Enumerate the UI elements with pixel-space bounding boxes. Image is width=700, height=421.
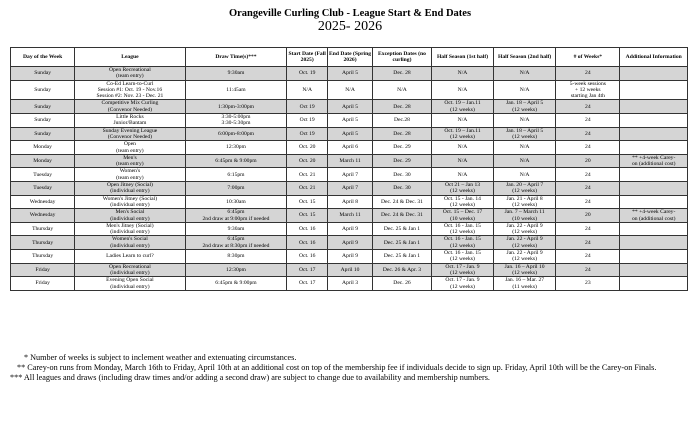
cell-exception-dates: Dec. 28 (373, 100, 432, 114)
cell-start-date: Oct. 16 (287, 236, 328, 250)
cell-weeks: 24 (556, 141, 620, 155)
cell-league: Open Jitney (Social) (individual entry) (75, 182, 185, 196)
header-end-date: End Date (Spring 2026) (328, 48, 373, 67)
cell-end-date: March 11 (328, 209, 373, 223)
cell-half-1: Oct. 16 - Jan. 15 (12 weeks) (431, 236, 493, 250)
cell-weeks: 23 (556, 277, 620, 291)
cell-day: Sunday (11, 67, 75, 81)
cell-weeks: 24 (556, 250, 620, 264)
cell-half-1: Oct. 15 - Jan. 14 (12 weeks) (431, 195, 493, 209)
cell-half-2: N/A (494, 67, 556, 81)
cell-day: Sunday (11, 100, 75, 114)
cell-half-2: Jan. 22 - April 9 (12 weeks) (494, 222, 556, 236)
cell-exception-dates: Dec. 25 & Jan 1 (373, 222, 432, 236)
cell-end-date: April 7 (328, 182, 373, 196)
cell-end-date: April 9 (328, 222, 373, 236)
cell-draw-time: 6:45pm 2nd draw at 9:00pm if needed (185, 209, 287, 223)
cell-additional-info (620, 222, 688, 236)
cell-draw-time: 6:00pm-8:00pm (185, 127, 287, 141)
cell-draw-time: 11:45am (185, 80, 287, 100)
cell-day: Monday (11, 154, 75, 168)
cell-draw-time: 7:00pm (185, 182, 287, 196)
table-row (11, 250, 688, 264)
cell-half-1: N/A (431, 67, 493, 81)
cell-start-date: N/A (287, 80, 328, 100)
cell-day: Thursday (11, 236, 75, 250)
cell-weeks: 24 (556, 67, 620, 81)
cell-half-2: N/A (494, 114, 556, 128)
cell-additional-info (620, 250, 688, 264)
cell-additional-info (620, 236, 688, 250)
league-schedule-table (10, 47, 688, 291)
cell-weeks: 24 (556, 127, 620, 141)
cell-start-date: Oct. 20 (287, 154, 328, 168)
cell-start-date: Oct. 15 (287, 195, 328, 209)
cell-end-date: April 5 (328, 114, 373, 128)
cell-additional-info (620, 67, 688, 81)
table-row (11, 67, 688, 81)
cell-additional-info: ** +4-week Carey- on (additional cost) (620, 209, 688, 223)
cell-exception-dates: Dec. 26 (373, 277, 432, 291)
cell-draw-time: 1:30pm-3:00pm (185, 100, 287, 114)
cell-half-1: N/A (431, 168, 493, 182)
cell-half-1: N/A (431, 80, 493, 100)
cell-day: Sunday (11, 80, 75, 100)
cell-exception-dates: Dec. 24 & Dec. 31 (373, 195, 432, 209)
cell-additional-info (620, 141, 688, 155)
cell-day: Friday (11, 277, 75, 291)
cell-draw-time: 6:15pm (185, 168, 287, 182)
cell-additional-info (620, 114, 688, 128)
cell-end-date: April 5 (328, 67, 373, 81)
cell-day: Tuesday (11, 182, 75, 196)
cell-league: Women's Social (individual entry) (75, 236, 185, 250)
cell-weeks: 20 (556, 154, 620, 168)
cell-league: Women's Jitney (Social) (individual entry) (75, 195, 185, 209)
cell-half-2: Jan. 22 - April 9 (12 weeks) (494, 236, 556, 250)
cell-league: Ladies Learn to curl? (75, 250, 185, 264)
cell-day: Sunday (11, 127, 75, 141)
cell-half-1: Oct. 17 - Jan. 9 (12 weeks) (431, 263, 493, 277)
cell-half-1: N/A (431, 141, 493, 155)
cell-start-date: Oct. 20 (287, 141, 328, 155)
cell-league: Open Recreational (individual entry) (75, 263, 185, 277)
cell-half-2: Jan. 16 – Mar. 27 (11 weeks) (494, 277, 556, 291)
cell-league: Men's Social (individual entry) (75, 209, 185, 223)
footnote-weeks: * Number of weeks is subject to inclement weather and extenuating circumstances. (24, 353, 297, 362)
header-additional-info: Additional Information (620, 48, 688, 67)
cell-draw-time: 12:30pm (185, 263, 287, 277)
cell-exception-dates: Dec. 26 & Apr. 3 (373, 263, 432, 277)
cell-weeks: 24 (556, 100, 620, 114)
footnote-carey-on: ** Carey-on runs from Monday, March 16th to Friday, April 10th at an additional cost on top of the membership fee if individuals decide to sign up. Friday, April 10th will be the Carey-on Finals. (17, 363, 657, 372)
cell-half-2: Jan. 16 – April 10 (12 weeks) (494, 263, 556, 277)
cell-exception-dates: Dec. 25 & Jan 1 (373, 250, 432, 264)
cell-weeks: 5-week sessions + 12 weeks starting Jan 4th (556, 80, 620, 100)
table-row (11, 209, 688, 223)
cell-draw-time: 8:30pm (185, 250, 287, 264)
table-row (11, 182, 688, 196)
cell-exception-dates: Dec. 28 (373, 67, 432, 81)
cell-day: Thursday (11, 222, 75, 236)
cell-additional-info (620, 168, 688, 182)
cell-weeks: 20 (556, 209, 620, 223)
cell-additional-info (620, 263, 688, 277)
footnotes (10, 353, 695, 383)
table-row (11, 154, 688, 168)
footnote-draw-changes: *** All leagues and draws (including draw times and/or adding a second draw) are subject to change due to availability and membership numbers. (10, 373, 490, 382)
cell-start-date: Oct. 17 (287, 263, 328, 277)
cell-league: Competitive Mix Curling (Convenor Needed) (75, 100, 185, 114)
cell-draw-time: 6:45pm 2nd draw at 8:30pm if needed (185, 236, 287, 250)
cell-start-date: Oct. 21 (287, 182, 328, 196)
cell-end-date: April 9 (328, 236, 373, 250)
table-row (11, 236, 688, 250)
cell-start-date: Oct. 15 (287, 209, 328, 223)
cell-end-date: April 9 (328, 250, 373, 264)
cell-exception-dates: Dec. 24 & Dec. 31 (373, 209, 432, 223)
cell-additional-info (620, 277, 688, 291)
cell-draw-time: 9:30am (185, 222, 287, 236)
header-half-season-2: Half Season (2nd half) (494, 48, 556, 67)
cell-day: Tuesday (11, 168, 75, 182)
cell-half-1: Oct. 15 – Dec. 17 (10 weeks) (431, 209, 493, 223)
cell-end-date: April 10 (328, 263, 373, 277)
table-row (11, 195, 688, 209)
cell-half-2: Jan. 7 – March 11 (10 weeks) (494, 209, 556, 223)
table-row (11, 263, 688, 277)
cell-end-date: March 11 (328, 154, 373, 168)
page-title: Orangeville Curling Club - League Start & End Dates (228, 8, 472, 19)
cell-exception-dates: Dec. 29 (373, 154, 432, 168)
cell-half-2: Jan. 22 - April 9 (12 weeks) (494, 250, 556, 264)
cell-half-2: N/A (494, 141, 556, 155)
cell-league: Open (team entry) (75, 141, 185, 155)
header-half-season-1: Half Season (1st half) (431, 48, 493, 67)
cell-weeks: 24 (556, 236, 620, 250)
cell-day: Sunday (11, 114, 75, 128)
cell-league: Men's (team entry) (75, 154, 185, 168)
cell-weeks: 24 (556, 195, 620, 209)
cell-start-date: Oct 19 (287, 114, 328, 128)
table-row (11, 114, 688, 128)
cell-half-1: N/A (431, 154, 493, 168)
cell-additional-info (620, 100, 688, 114)
cell-weeks: 24 (556, 263, 620, 277)
cell-end-date: April 8 (328, 195, 373, 209)
cell-day: Wednesday (11, 195, 75, 209)
cell-end-date: April 6 (328, 141, 373, 155)
cell-exception-dates: Dec.28 (373, 114, 432, 128)
cell-start-date: Oct. 19 (287, 67, 328, 81)
table-row (11, 168, 688, 182)
cell-league: Open Recreational (team entry) (75, 67, 185, 81)
header-weeks: # of Weeks* (556, 48, 620, 67)
cell-half-1: N/A (431, 114, 493, 128)
cell-league: Evening Open Social (individual entry) (75, 277, 185, 291)
cell-weeks: 24 (556, 168, 620, 182)
cell-weeks: 24 (556, 222, 620, 236)
cell-league: Co-Ed Learn-to-Curl Session #1: Oct. 19 - Nov.16 Session #2: Nov. 23 - Dec. 21 (75, 80, 185, 100)
cell-half-2: Jan. 18 – April 5 (12 weeks) (494, 127, 556, 141)
cell-additional-info: ** +4-week Carey- on (additional cost) (620, 154, 688, 168)
cell-start-date: Oct. 17 (287, 277, 328, 291)
cell-half-2: N/A (494, 80, 556, 100)
cell-league: Women's (team entry) (75, 168, 185, 182)
cell-half-2: Jan. 20 – April 7 (12 weeks) (494, 182, 556, 196)
table-row (11, 100, 688, 114)
header-league: League (75, 48, 185, 67)
cell-start-date: Oct 19 (287, 100, 328, 114)
cell-exception-dates: Dec. 30 (373, 168, 432, 182)
cell-weeks: 24 (556, 182, 620, 196)
cell-exception-dates: Dec. 25 & Jan 1 (373, 236, 432, 250)
cell-weeks: 24 (556, 114, 620, 128)
cell-draw-time: 6:45pm & 9:00pm (185, 277, 287, 291)
cell-start-date: Oct 19 (287, 127, 328, 141)
header-start-date: Start Date (Fall 2025) (287, 48, 328, 67)
table-row (11, 277, 688, 291)
cell-end-date: N/A (328, 80, 373, 100)
cell-half-2: N/A (494, 154, 556, 168)
cell-exception-dates: Dec. 29 (373, 141, 432, 155)
cell-end-date: April 7 (328, 168, 373, 182)
cell-end-date: April 3 (328, 277, 373, 291)
cell-half-1: Oct. 16 - Jan. 15 (12 weeks) (431, 222, 493, 236)
cell-half-2: N/A (494, 168, 556, 182)
cell-end-date: April 5 (328, 100, 373, 114)
cell-half-2: Jan. 18 – April 5 (12 weeks) (494, 100, 556, 114)
cell-start-date: Oct. 16 (287, 222, 328, 236)
table-row (11, 80, 688, 100)
cell-exception-dates: N/A (373, 80, 432, 100)
cell-half-1: Oct. 16 - Jan. 15 (12 weeks) (431, 250, 493, 264)
cell-day: Thursday (11, 250, 75, 264)
cell-day: Wednesday (11, 209, 75, 223)
cell-exception-dates: Dec. 28 (373, 127, 432, 141)
cell-draw-time: 10:30am (185, 195, 287, 209)
cell-draw-time: 3:30-5:00pm 3:30-5:30pm (185, 114, 287, 128)
cell-half-1: Oct 21 – Jan 13 (12 weeks) (431, 182, 493, 196)
header-exception-dates: Exception Dates (no curling) (373, 48, 432, 67)
cell-additional-info (620, 182, 688, 196)
cell-league: Little Rocks Junior/Bantam (75, 114, 185, 128)
table-row (11, 141, 688, 155)
cell-exception-dates: Dec. 30 (373, 182, 432, 196)
cell-day: Friday (11, 263, 75, 277)
cell-additional-info (620, 127, 688, 141)
cell-half-1: Oct. 19 – Jan.11 (12 weeks) (431, 127, 493, 141)
cell-league: Men's Jitney (Social) (individual entry) (75, 222, 185, 236)
cell-draw-time: 12:30pm (185, 141, 287, 155)
cell-start-date: Oct. 16 (287, 250, 328, 264)
cell-additional-info (620, 195, 688, 209)
cell-day: Monday (11, 141, 75, 155)
header-day: Day of the Week (11, 48, 75, 67)
season-years: 2025- 2026 (317, 19, 383, 34)
cell-additional-info (620, 80, 688, 100)
cell-end-date: April 5 (328, 127, 373, 141)
cell-half-2: Jan. 21 - April 8 (12 weeks) (494, 195, 556, 209)
cell-start-date: Oct. 21 (287, 168, 328, 182)
cell-draw-time: 6:45pm & 9:00pm (185, 154, 287, 168)
cell-draw-time: 9:30am (185, 67, 287, 81)
table-row (11, 222, 688, 236)
table-row (11, 127, 688, 141)
cell-league: Sunday Evening League (Convenor Needed) (75, 127, 185, 141)
table-header-row (11, 48, 688, 67)
header-draw-times: Draw Time(s)*** (185, 48, 287, 67)
cell-half-1: Oct. 19 – Jan.11 (12 weeks) (431, 100, 493, 114)
cell-half-1: Oct. 17 - Jan. 9 (12 weeks) (431, 277, 493, 291)
